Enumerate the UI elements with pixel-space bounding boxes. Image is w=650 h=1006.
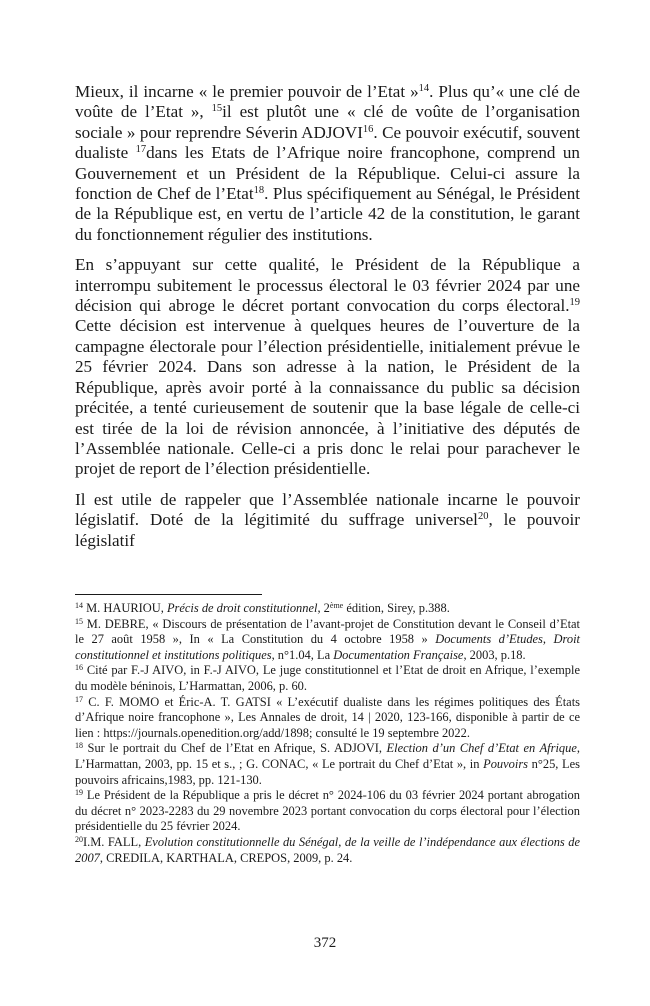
footnote: $^{14}$ M. HAURIOU, Précis de droit constitutionnel, 2ème édition, Sirey, p.388. <box>75 601 450 615</box>
body-text <box>75 82 580 561</box>
footnotes <box>75 601 580 866</box>
footnote: $^{16}$ Cité par F.-J AIVO, in F.-J AIVO, Le juge constitutionnel et l’Etat de droit en Afrique, l’exemple du modèle béninois, L’Harmattan, 2006, p. 60. <box>75 663 580 693</box>
paragraph: Il est utile de rappeler que l’Assemblée nationale incarne le pouvoir législatif. Doté de la légitimité du suffrage universel$^{20}$, le pouvoir législatif <box>75 489 580 550</box>
page-number: 372 <box>313 935 337 951</box>
paragraph: Mieux, il incarne « le premier pouvoir de l’Etat »$^{14}$. Plus qu’« une clé de voûte de l’Etat », $^{15}$il est plutôt une « clé de voûte de l’organisation sociale » pour reprendre Séverin ADJOVI$^{16}$. Ce pouvoir exécutif, souvent dualiste $^{17}$dans les Etats de l’Afrique noire francophone, comprend un Gouvernement et un Président de la République. Celui-ci assure la fonction de Chef de l’Etat$^{18}$. Plus spécifiquement au Sénégal, le Président de la République est, en vertu de l’article 42 de la constitution, le garant du fonctionnement régulier des institutions. <box>75 82 581 244</box>
footnote: $^{18}$ Sur le portrait du Chef de l’Etat en Afrique, S. ADJOVI, Election d’un Chef d’Etat en Afrique, L’Harmattan, 2003, pp. 15 et s., ; G. CONAC, « Le portrait du Chef d’Etat », in Pouvoirs n°25, Les pouvoirs africains,1983, pp. 121-130. <box>75 741 581 787</box>
footnote: $^{17}$ C. F. MOMO et Éric-A. T. GATSI « L’exécutif dualiste dans les régimes politiques des États d’Afrique noire francophone », Les Annales de droit, 14 | 2020, 123-166, disponible à partir de ce lien : https://journals.openedition.org/add/1898; consulté le 19 septembre 2022. <box>75 694 580 740</box>
footnote: $^{20}$I.M. FALL, Evolution constitutionnelle du Sénégal, de la veille de l’indépendance aux élections de 2007, CREDILA, KARTHALA, CREPOS, 2009, p. 24. <box>75 834 581 865</box>
footnote: $^{19}$ Le Président de la République a pris le décret n° 2024-106 du 03 février 2024 portant abrogation du décret n° 2023-2283 du 29 novembre 2023 portant convocation du corps électoral pour l’élection présidentielle du 25 février 2024. <box>75 788 580 834</box>
paragraph: En s’appuyant sur cette qualité, le Président de la République a interrompu subitement le processus électoral le 03 février 2024 par une décision qui abroge le décret portant convocation du corps électoral.$^{19}$ Cette décision est intervenue à quelques heures de l’ouverture de la campagne électorale pour l’élection présidentielle, initialement prévue le 25 février 2024. Dans son adresse à la nation, le Président de la République, après avoir porté à la connaissance du public sa décision précitée, a tenté curieusement de soutenir que la base légale de celle-ci est tirée de la loi de révision annoncée, à l’initiative des députés de l’Assemblée nationale. Celle-ci a pris donc le relai pour parachever le projet de report de l’élection présidentielle. <box>75 255 580 479</box>
footnote: $^{15}$ M. DEBRE, « Discours de présentation de l’avant-projet de Constitution devant le Conseil d’Etat le 27 août 1958 », In « La Constitution du 4 octobre 1958 » Documents d’Etudes, Droit constitutionnel et institutions politiques, n°1.04, La Documentation Française, 2003, p.18. <box>75 616 580 662</box>
footnote-separator <box>75 594 262 595</box>
